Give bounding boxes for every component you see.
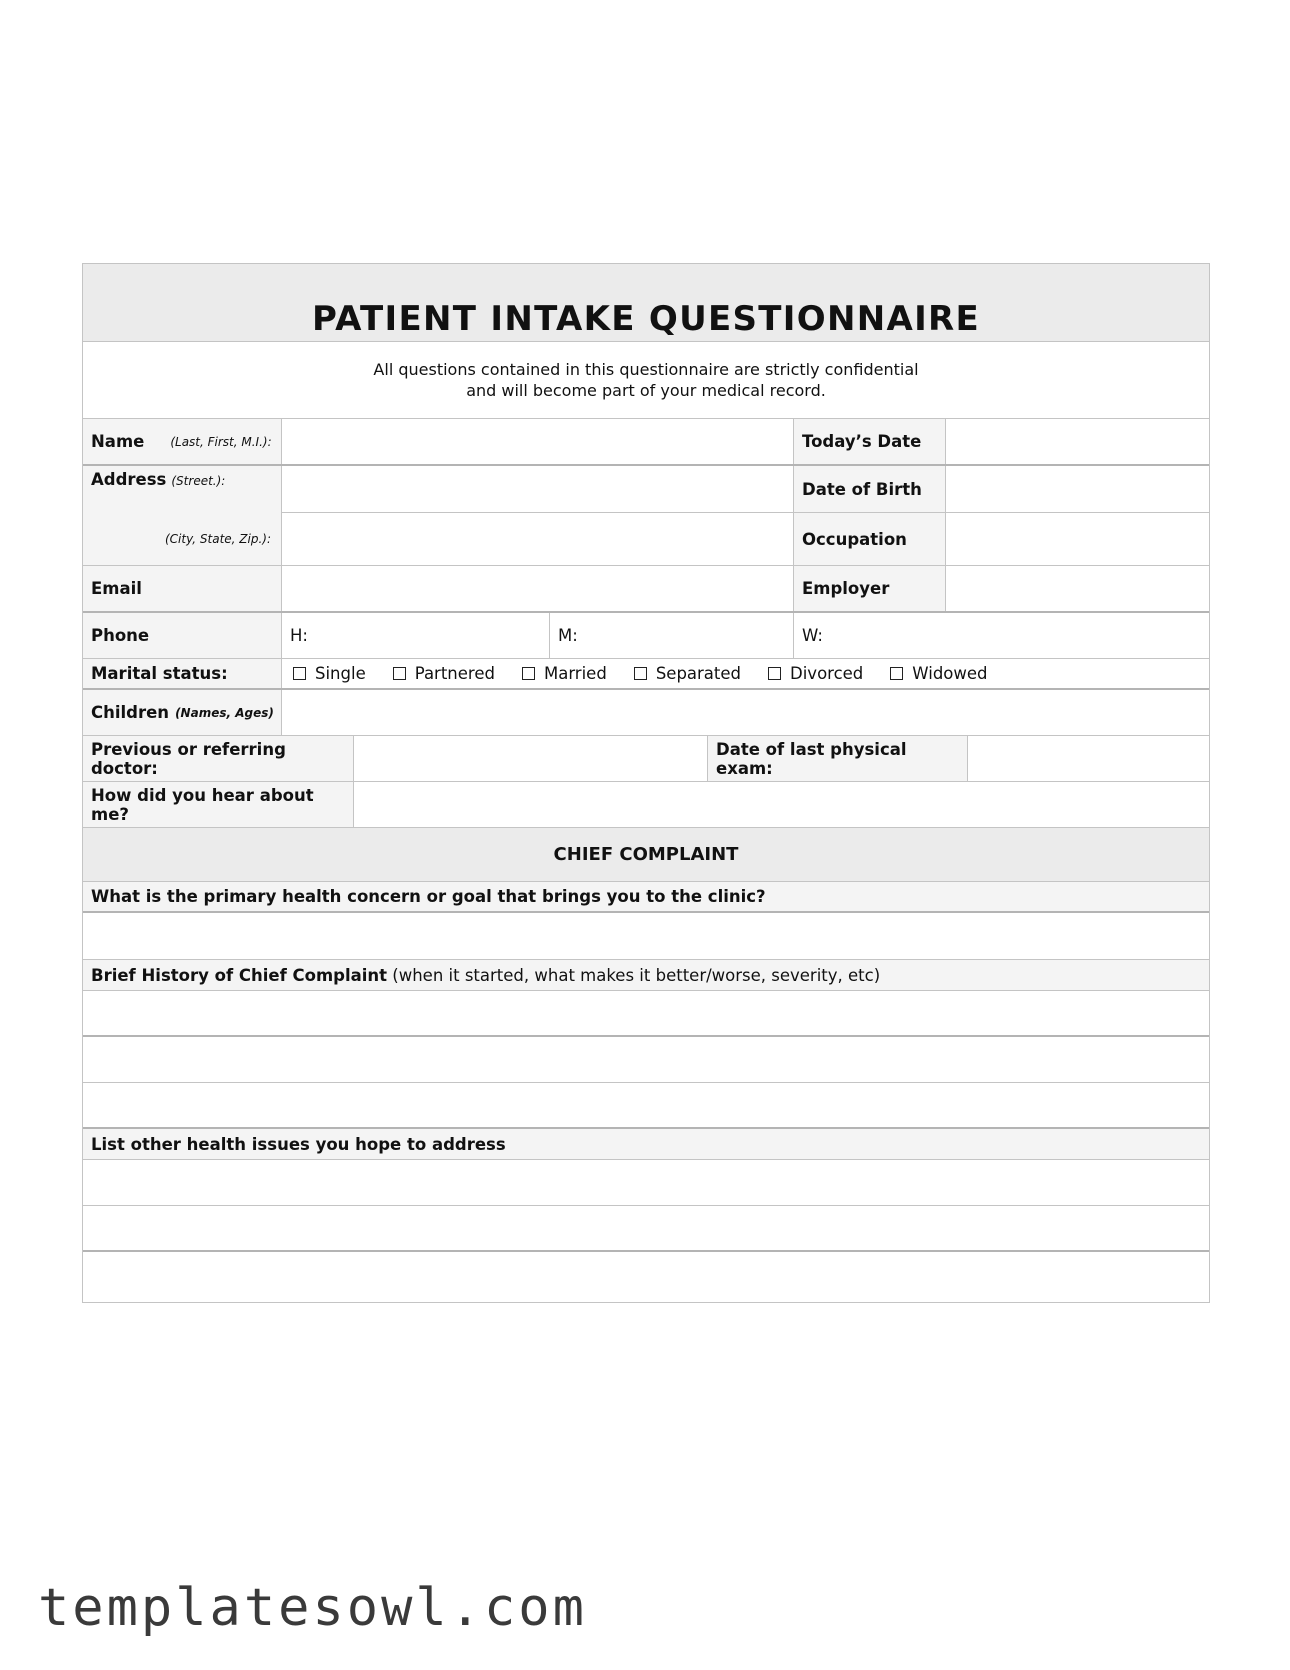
prev-doctor-row xyxy=(83,736,1209,782)
children-field[interactable] xyxy=(282,690,1209,735)
name-hint: (Last, First, M.I.): xyxy=(170,434,272,449)
form-title: PATIENT INTAKE QUESTIONNAIRE xyxy=(311,299,981,339)
email-label: Email xyxy=(83,566,282,611)
checkbox-icon[interactable] xyxy=(293,667,306,680)
address-street-hint: (Street.): xyxy=(171,474,226,488)
address-label: Address xyxy=(91,470,167,489)
name-field[interactable] xyxy=(282,419,794,464)
chief-complaint-title: CHIEF COMPLAINT xyxy=(553,844,739,865)
chief-complaint-heading xyxy=(83,828,1209,882)
marital-option-divorced[interactable]: Divorced xyxy=(768,664,863,683)
marital-option-separated[interactable]: Separated xyxy=(634,664,741,683)
phone-mobile-label: M: xyxy=(558,626,578,645)
history-question xyxy=(83,960,1209,991)
marital-option-partnered[interactable]: Partnered xyxy=(393,664,495,683)
hear-field[interactable] xyxy=(354,782,1209,827)
employer-field[interactable] xyxy=(946,566,1209,611)
phone-work-label: W: xyxy=(802,626,823,645)
dob-field[interactable] xyxy=(946,466,1209,513)
name-row xyxy=(83,419,1209,466)
phone-home-label: H: xyxy=(290,626,308,645)
name-label: Name xyxy=(91,432,145,451)
checkbox-icon[interactable] xyxy=(522,667,535,680)
primary-concern-question xyxy=(83,882,1209,913)
confidentiality-note xyxy=(83,342,1209,419)
title-band xyxy=(83,264,1209,342)
checkbox-icon[interactable] xyxy=(393,667,406,680)
occupation-field[interactable] xyxy=(946,513,1209,565)
history-hint: (when it started, what makes it better/worse, severity, etc) xyxy=(387,965,881,985)
city-occupation-row xyxy=(282,513,1209,566)
email-row xyxy=(83,566,1209,613)
employer-label: Employer xyxy=(794,566,946,611)
children-hint: (Names, Ages) xyxy=(175,705,274,720)
address-city-hint: (City, State, Zip.): xyxy=(165,532,272,546)
last-exam-label: Date of last physical exam: xyxy=(708,736,968,781)
marital-label: Marital status: xyxy=(83,659,282,688)
other-issues-line-1[interactable] xyxy=(83,1160,1209,1206)
todays-date-field[interactable] xyxy=(946,419,1209,464)
marital-option-widowed[interactable]: Widowed xyxy=(890,664,987,683)
hear-label: How did you hear about me? xyxy=(83,782,354,827)
other-issues-question xyxy=(83,1129,1209,1160)
hear-row xyxy=(83,782,1209,828)
history-line-3[interactable] xyxy=(83,1083,1209,1129)
address-city-field[interactable] xyxy=(282,513,794,565)
address-label-cell xyxy=(83,466,282,566)
checkbox-icon[interactable] xyxy=(890,667,903,680)
primary-concern-field[interactable] xyxy=(83,913,1209,960)
marital-row xyxy=(83,659,1209,690)
subtitle-line-1: All questions contained in this questionnaire are strictly confidential xyxy=(373,360,919,379)
children-label-cell xyxy=(83,690,282,735)
history-line-2[interactable] xyxy=(83,1037,1209,1083)
checkbox-icon[interactable] xyxy=(634,667,647,680)
intake-form xyxy=(82,263,1210,1303)
watermark: templatesowl.com xyxy=(38,1578,587,1638)
history-label: Brief History of Chief Complaint xyxy=(91,965,388,985)
history-line-1[interactable] xyxy=(83,991,1209,1037)
checkbox-icon[interactable] xyxy=(768,667,781,680)
dob-label: Date of Birth xyxy=(794,466,946,513)
prev-doctor-field[interactable] xyxy=(354,736,708,781)
subtitle-line-2: and will become part of your medical record. xyxy=(466,381,826,400)
prev-doctor-label: Previous or referring doctor: xyxy=(83,736,354,781)
primary-concern-label: What is the primary health concern or goal that brings you to the clinic? xyxy=(91,887,766,906)
last-exam-field[interactable] xyxy=(968,736,1209,781)
other-issues-line-2[interactable] xyxy=(83,1206,1209,1252)
occupation-label: Occupation xyxy=(794,513,946,565)
phone-mobile-field[interactable] xyxy=(550,613,794,658)
name-label-cell xyxy=(83,419,282,464)
marital-option-married[interactable]: Married xyxy=(522,664,607,683)
phone-label: Phone xyxy=(83,613,282,658)
todays-date-label: Today’s Date xyxy=(794,419,946,464)
phone-home-field[interactable] xyxy=(282,613,550,658)
other-issues-line-3[interactable] xyxy=(83,1252,1209,1302)
children-label: Children xyxy=(91,703,170,722)
marital-options xyxy=(282,659,1209,688)
children-row xyxy=(83,690,1209,736)
marital-option-single[interactable]: Single xyxy=(293,664,366,683)
address-street-field[interactable] xyxy=(282,466,794,513)
phone-row xyxy=(83,613,1209,659)
email-field[interactable] xyxy=(282,566,794,611)
other-issues-label: List other health issues you hope to address xyxy=(91,1134,506,1154)
phone-work-field[interactable] xyxy=(794,613,1209,658)
